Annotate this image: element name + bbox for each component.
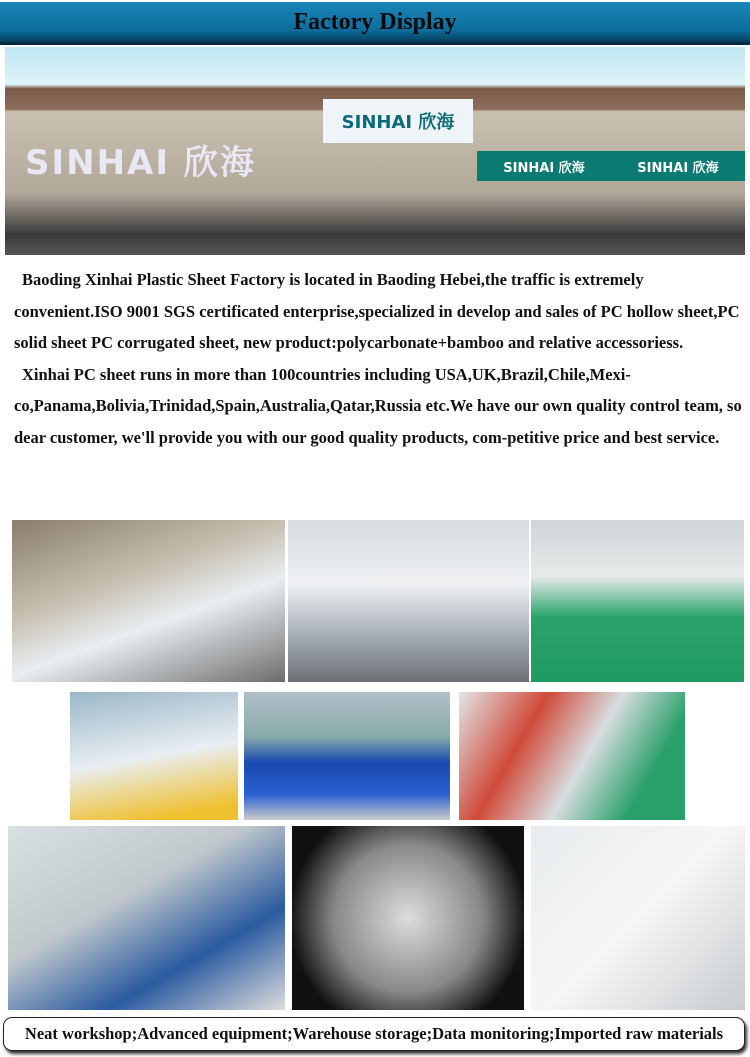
intro-paragraph: Xinhai PC sheet runs in more than 100countries including USA,UK,Brazil,Chile,Mexi-co,Panama,Bolivia,Trinidad,Spain,Australia,Qatar,Russia etc.We have our own quality control team, so dear customer, we'll provide you with our good quality products, com-petitive price and best service. (14, 364, 742, 447)
factory-exterior-photo (5, 47, 745, 255)
caption-text: Neat workshop;Advanced equipment;Warehouse storage;Data monitoring;Imported raw materials (24, 1024, 724, 1043)
raw-material-bags-photo (531, 826, 745, 1010)
side-sign: SINHAI 欣海 SINHAI 欣海 (477, 151, 745, 181)
sheet-stack-photo (70, 692, 238, 820)
section-header (0, 2, 750, 45)
gate-sign: SINHAI 欣海 (323, 99, 473, 143)
factory-sign: SINHAI 欣海 (25, 143, 256, 183)
data-monitoring-photo (8, 826, 285, 1010)
section-title: Factory Display (293, 8, 457, 35)
intro-paragraph: Baoding Xinhai Plastic Sheet Factory is located in Baoding Hebei,the traffic is extremely convenient.ISO 9001 SGS certificated enterprise,specialized in develop and sales of PC hollow sheet,PC solid sheet PC corrugated sheet, new product:polycarbonate+bamboo and relative accessoriess. (14, 270, 740, 352)
caption-box (3, 1017, 745, 1051)
workshop-photo (12, 520, 285, 682)
blue-sheets-photo (244, 692, 450, 820)
production-line-photo (531, 520, 744, 682)
warehouse-photo (459, 692, 685, 820)
equipment-photo (288, 520, 529, 682)
company-intro (14, 264, 744, 453)
raw-pellets-photo (292, 826, 524, 1010)
